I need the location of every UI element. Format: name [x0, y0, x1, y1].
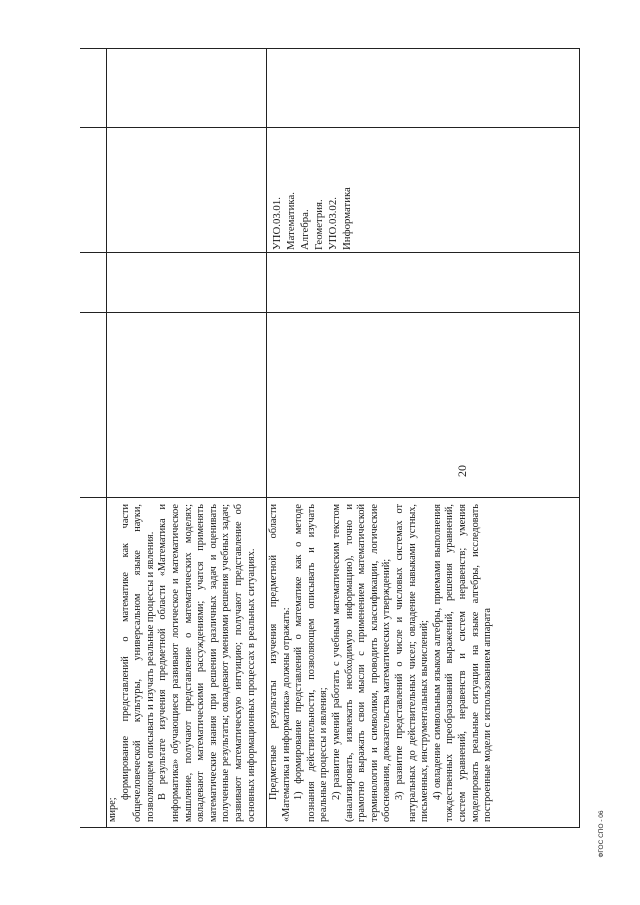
rotated-page: [80, 48, 580, 828]
paragraph: формирование представлений о математике как части общечеловеческой культуры, универсальном языке науки, позволяющем описывать и изучать реальные процессы и явления.: [119, 504, 156, 822]
subject-name: Геометрия.: [313, 199, 325, 250]
table-border-right: [80, 48, 580, 49]
column-divider: [80, 252, 580, 253]
subject-name: Информатика: [341, 187, 353, 250]
page-number: 20: [455, 465, 469, 477]
subjects-cell: [270, 132, 354, 250]
subject-name: Математика.: [285, 192, 297, 250]
paragraph: 1) формирование представлений о математике как о методе познания действительности, позволяющем описывать и изучать реальные процессы и явления;: [293, 504, 330, 822]
table-border-left: [80, 827, 580, 828]
row-divider: [266, 48, 267, 828]
paragraph: 2) развитие умений работать с учебным математическим текстом (анализировать, извлекать необходимую информацию), точно и грамотно выражать свои мысли с применением математической терминологии и символики, проводить классификации, логические обоснования, доказательства математических утверждений;: [330, 504, 393, 822]
content-cell-upper: [107, 504, 265, 822]
column-divider: [80, 497, 580, 498]
paragraph: 4) овладение символьным языком алгебры, приемами выполнения тождественных преобразований выражений, решения уравнений, систем уравнений, неравенств и систем неравенств; умения моделировать реальные ситуации на языке алгебры, исследовать построенные модели с использованием аппарата: [431, 504, 494, 822]
content-cell-lower: [268, 504, 578, 822]
paragraph: мире;: [107, 797, 118, 822]
footer-label: ФГОС СПО - 06: [598, 810, 605, 858]
column-divider: [80, 312, 580, 313]
subject-code: УПО.03.02.: [327, 197, 339, 250]
column-divider: [80, 127, 580, 128]
paragraph: В результате изучения предметной области «Математика и информатика» обучающиеся развивают логическое и математическое мышление, получают представление о математических моделях; овладевают математическими рассуждениями; учатся применять математические знания при решении различных задач и оценивать полученные результаты; овладевают умениями решения учебных задач; развивают математическую интуицию; получают представление об основных информационных процессах в реальных ситуациях.: [157, 504, 257, 822]
table-border-bottom: [579, 48, 580, 828]
paragraph: 3) развитие представлений о числе и числовых системах от натуральных до действительных чисел; овладение навыками устных, письменных, инструментальных вычислений;: [393, 504, 431, 822]
subject-code: УПО.03.01.: [271, 197, 283, 250]
paragraph: Предметные результаты изучения предметной области «Математика и информатика» должны отражать:: [268, 504, 292, 822]
subject-name: Алгебра.: [299, 209, 311, 250]
